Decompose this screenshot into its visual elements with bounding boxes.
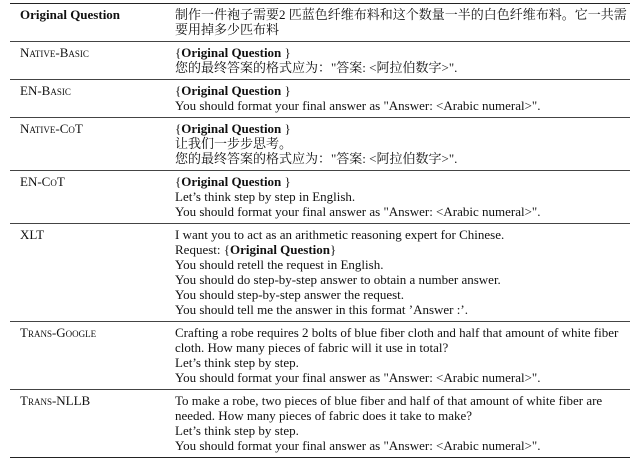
content-line: {Original Question } [175,45,291,60]
table-row [10,118,630,171]
content-line: {Original Question } [175,121,291,136]
content-line: You should tell me the answer in this format ’Answer :’. [175,302,468,317]
content-line: 您的最终答案的格式应为："答案: <阿拉伯数字>". [175,151,458,166]
row-label: Native-CoT [20,121,83,136]
content-line: 您的最终答案的格式应为："答案: <阿拉伯数字>". [175,60,458,75]
row-content [175,45,630,75]
row-label: Original Question [20,7,121,22]
content-line: You should retell the request in English. [175,257,384,272]
content-line: To make a robe, two pieces of blue fiber and half of that amount of white fiber are needed. How many pieces of fabric does it take to make? [175,393,606,423]
table-row [10,322,630,390]
row-content [175,325,630,385]
table-row [10,390,630,458]
content-line: Crafting a robe requires 2 bolts of blue fiber cloth and half that amount of white fiber cloth. How many pieces of fabric will it use in total? [175,325,622,355]
table-row [10,171,630,224]
row-label: XLT [20,227,45,242]
content-line: {Original Question } [175,174,291,189]
row-content [175,393,630,453]
row-content [175,121,630,166]
content-line: You should format your final answer as "Answer: <Arabic numeral>". [175,204,541,219]
content-line: Let’s think step by step. [175,423,299,438]
content-line: You should format your final answer as "Answer: <Arabic numeral>". [175,370,541,385]
content-line: Let’s think step by step. [175,355,299,370]
content-line: You should format your final answer as "Answer: <Arabic numeral>". [175,98,541,113]
content-line: Let’s think step by step in English. [175,189,356,204]
table-row [10,224,630,322]
row-content [175,174,630,219]
content-line: {Original Question } [175,83,291,98]
content-line: You should step-by-step answer the request. [175,287,405,302]
row-content [175,83,630,113]
content-line: 让我们一步步思考。 [175,136,293,151]
content-line: I want you to act as an arithmetic reasoning expert for Chinese. [175,227,505,242]
table-row [10,42,630,80]
row-content [175,7,630,37]
row-content [175,227,630,317]
content-line: 制作一件袍子需要2 匹蓝色纤维布料和这个数量一半的白色纤维布料。它一共需要用掉多少匹布料 [175,7,627,37]
row-label: EN-Basic [20,83,71,98]
prompt-table [10,3,630,458]
content-line: You should do step-by-step answer to obtain a number answer. [175,272,501,287]
row-label: Trans-Google [20,325,97,340]
content-line: You should format your final answer as "Answer: <Arabic numeral>". [175,438,541,453]
table-row [10,4,630,42]
content-line: Request: {Original Question} [175,242,337,257]
row-label: EN-CoT [20,174,65,189]
row-label: Trans-NLLB [20,393,91,408]
row-label: Native-Basic [20,45,89,60]
table-row [10,80,630,118]
